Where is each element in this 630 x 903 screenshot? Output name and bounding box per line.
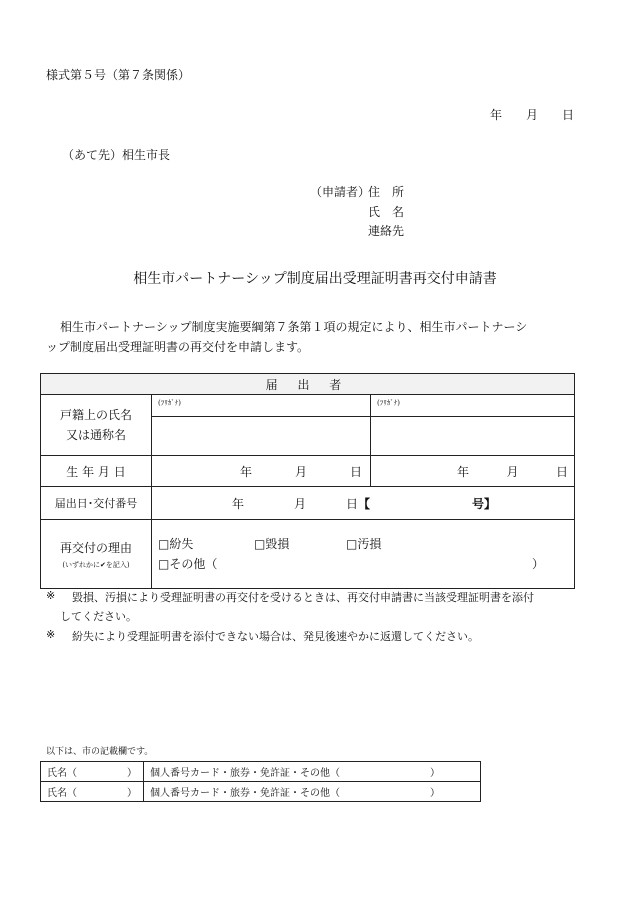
form-header: 届 出 者 <box>41 374 575 395</box>
furigana-field-2[interactable]: (ﾌﾘｶﾞﾅ) <box>371 395 575 417</box>
addressee: （あて先）相生市長 <box>62 148 171 162</box>
dob-month-2: 月 <box>506 464 519 479</box>
city-record-row <box>41 762 481 782</box>
name-label-line-2: 又は通称名 <box>65 428 126 442</box>
intro-line-1: 相生市パートナーシップ制度実施要綱第７条第１項の規定により、相生市パートナーシ <box>60 320 528 334</box>
dob-day-2: 日 <box>555 464 568 479</box>
reason-other-checkbox[interactable]: □その他（ <box>158 557 218 571</box>
application-form-table <box>40 373 575 589</box>
dob-day-1: 日 <box>349 464 362 479</box>
dob-year-1: 年 <box>240 464 253 479</box>
city-name-field[interactable]: 氏名（ ） <box>41 782 144 802</box>
name-label-cell <box>41 395 152 456</box>
dob-field-1[interactable] <box>152 456 371 487</box>
filing-label: 届出日･交付番号 <box>41 487 152 520</box>
reason-options <box>152 520 575 589</box>
filing-month: 月 <box>293 496 306 511</box>
form-number: 様式第５号（第７条関係） <box>46 68 191 82</box>
date-line: 年 月 日 <box>490 108 575 122</box>
number-close: 号】 <box>472 496 497 511</box>
reason-damaged-checkbox[interactable]: □毀損 <box>254 537 290 551</box>
city-id-field[interactable]: 個人番号カード・旅券・免許証・その他（ ） <box>144 762 481 782</box>
city-id-field[interactable]: 個人番号カード・旅券・免許証・その他（ ） <box>144 782 481 802</box>
reason-note: (いずれかに✔を記入) <box>62 560 130 569</box>
name-field-1[interactable] <box>152 417 371 456</box>
intro-line-2: ップ制度届出受理証明書の再交付を申請します。 <box>46 340 310 354</box>
reason-label: 再交付の理由 <box>59 540 132 555</box>
document-title: 相生市パートナーシップ制度届出受理証明書再交付申請書 <box>133 271 497 287</box>
note-2-mark: ※ <box>46 628 56 641</box>
dob-field-2[interactable] <box>371 456 575 487</box>
dob-month-1: 月 <box>294 464 307 479</box>
applicant-address-label: 住 所 <box>368 185 405 199</box>
filing-field[interactable] <box>152 487 575 520</box>
applicant-name-label: 氏 名 <box>368 205 405 219</box>
note-1-line-1: 毀損、汚損により受理証明書の再交付を受けるときは、再交付申請書に当該受理証明書を添付 <box>72 591 534 604</box>
note-1-line-2: してください。 <box>60 610 137 623</box>
city-section-caption: 以下は、市の記載欄です。 <box>46 747 154 757</box>
city-record-row <box>41 782 481 802</box>
reason-soiled-checkbox[interactable]: □汚損 <box>346 537 382 551</box>
number-open-bracket: 【 <box>358 496 371 511</box>
reason-label-cell <box>41 520 152 589</box>
dob-label: 生 年 月 日 <box>41 456 152 487</box>
dob-year-2: 年 <box>457 464 470 479</box>
note-2: 紛失により受理証明書を添付できない場合は、発見後速やかに返還してください。 <box>72 630 479 643</box>
applicant-contact-label: 連絡先 <box>368 224 405 238</box>
city-record-table <box>40 761 481 802</box>
applicant-label: （申請者） <box>310 185 371 199</box>
reason-other-close: ） <box>532 557 545 571</box>
filing-year: 年 <box>231 496 244 511</box>
reason-lost-checkbox[interactable]: □紛失 <box>158 537 194 551</box>
city-name-field[interactable]: 氏名（ ） <box>41 762 144 782</box>
name-label-line-1: 戸籍上の氏名 <box>59 408 132 422</box>
filing-day: 日 <box>345 496 358 511</box>
name-field-2[interactable] <box>371 417 575 456</box>
note-1-mark: ※ <box>46 589 56 602</box>
furigana-field-1[interactable]: (ﾌﾘｶﾞﾅ) <box>152 395 371 417</box>
